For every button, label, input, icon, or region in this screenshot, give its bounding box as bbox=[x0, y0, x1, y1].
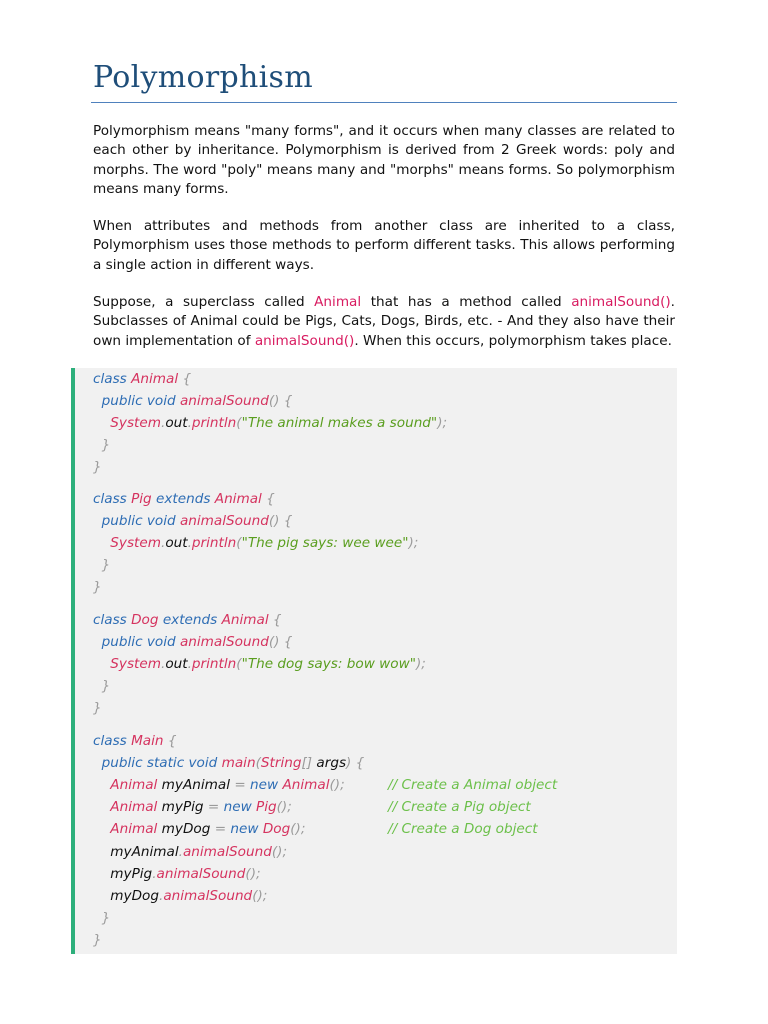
code-token: ); bbox=[437, 415, 448, 431]
code-line bbox=[93, 752, 364, 774]
code-token: (); bbox=[276, 799, 292, 815]
code-token: animalSound bbox=[163, 888, 253, 904]
code-token: . bbox=[187, 415, 192, 431]
paragraph-text: . When this occurs, polymorphism takes place. bbox=[354, 332, 672, 349]
code-token: class bbox=[93, 612, 132, 628]
code-token: public void bbox=[93, 513, 180, 529]
code-token: "The animal makes a sound" bbox=[241, 415, 438, 431]
code-line bbox=[93, 609, 282, 631]
code-token: out bbox=[165, 415, 188, 431]
code-token: println bbox=[191, 415, 237, 431]
code-token: = bbox=[234, 777, 251, 793]
code-token: String bbox=[260, 755, 302, 771]
code-token: Animal bbox=[93, 799, 162, 815]
code-token: Animal bbox=[93, 821, 162, 837]
paragraph-inheritance: When attributes and methods from another class are inherited to a class, Polymorphism uses those methods to perform different tasks. This allows performing a single action in different ways. bbox=[93, 218, 675, 273]
code-line bbox=[93, 532, 418, 554]
code-line bbox=[93, 863, 261, 885]
code-token: class bbox=[93, 491, 132, 507]
code-line bbox=[93, 576, 102, 598]
code-token: } bbox=[93, 579, 102, 595]
code-token: () { bbox=[268, 634, 293, 650]
code-token: ( bbox=[236, 656, 242, 672]
code-token: Dog bbox=[262, 821, 291, 837]
code-token: public void bbox=[93, 393, 180, 409]
code-token: } bbox=[93, 910, 111, 926]
code-line bbox=[93, 907, 110, 929]
code-token: System bbox=[93, 415, 161, 431]
code-token: } bbox=[93, 700, 102, 716]
code-token: ); bbox=[415, 656, 426, 672]
highlight-class-name: Animal bbox=[314, 294, 362, 310]
code-line bbox=[93, 818, 538, 840]
code-token: myDog bbox=[161, 821, 215, 837]
code-comment: // Create a Animal object bbox=[388, 777, 558, 793]
code-token: animalSound bbox=[156, 866, 246, 882]
code-token: () { bbox=[268, 513, 293, 529]
code-token: myAnimal bbox=[93, 844, 179, 860]
code-line bbox=[93, 929, 102, 951]
code-token: = bbox=[214, 821, 231, 837]
code-line bbox=[93, 510, 292, 532]
code-token: [] bbox=[301, 755, 317, 771]
code-token: "The dog says: bow wow" bbox=[241, 656, 416, 672]
code-line bbox=[93, 653, 426, 675]
code-line bbox=[93, 774, 558, 796]
code-token: out bbox=[165, 656, 188, 672]
code-token: class bbox=[93, 733, 132, 749]
paragraph-text: . Subclasses of Animal could be Pigs, Cats, Dogs, Birds, etc. - And they also have their own implementation of bbox=[93, 294, 675, 349]
code-token: animalSound bbox=[179, 393, 269, 409]
code-token: Dog bbox=[131, 612, 163, 628]
code-token: println bbox=[191, 535, 237, 551]
code-token: . bbox=[160, 415, 166, 431]
code-line bbox=[93, 434, 110, 456]
code-token: new bbox=[230, 821, 263, 837]
code-token: . bbox=[158, 888, 164, 904]
code-token: (); bbox=[252, 888, 268, 904]
code-token: new bbox=[223, 799, 257, 815]
code-token: { bbox=[178, 371, 192, 387]
code-line bbox=[93, 796, 531, 818]
code-line bbox=[93, 885, 267, 907]
code-line bbox=[93, 730, 177, 752]
code-token: animalSound bbox=[182, 844, 272, 860]
code-comment: // Create a Dog object bbox=[388, 821, 538, 837]
code-token: ); bbox=[408, 535, 419, 551]
code-token: out bbox=[165, 535, 188, 551]
code-token: ) { bbox=[346, 755, 365, 771]
code-token: (); bbox=[290, 821, 306, 837]
title-divider bbox=[91, 102, 677, 103]
code-token: animalSound bbox=[179, 634, 269, 650]
paragraph-intro: Polymorphism means "many forms", and it occurs when many classes are related to each other by inheritance. Polymorphism is derived from 2 Greek words: poly and morphs. The word "poly" means many and "morphs" means forms. So polymorphism means many forms. bbox=[93, 123, 675, 198]
code-token: Animal bbox=[282, 777, 330, 793]
code-token: . bbox=[187, 535, 192, 551]
code-line bbox=[93, 456, 102, 478]
code-token: myPig bbox=[161, 799, 208, 815]
paragraph-text: Suppose, a superclass called bbox=[93, 294, 315, 310]
highlight-method-name: animalSound() bbox=[254, 332, 355, 349]
page-title: Polymorphism bbox=[93, 60, 313, 95]
highlight-method-name: animalSound() bbox=[571, 294, 671, 310]
code-token: { bbox=[268, 612, 282, 628]
code-token: . bbox=[178, 844, 183, 860]
code-token: (); bbox=[329, 777, 345, 793]
code-token: . bbox=[187, 656, 192, 672]
code-token: System bbox=[93, 656, 161, 672]
code-token: System bbox=[93, 535, 161, 551]
code-token: } bbox=[93, 459, 102, 475]
code-token: println bbox=[191, 656, 237, 672]
code-token: = bbox=[207, 799, 224, 815]
code-token: . bbox=[160, 656, 166, 672]
code-token: ( bbox=[255, 755, 261, 771]
code-token: myAnimal bbox=[161, 777, 235, 793]
code-line bbox=[93, 390, 292, 412]
code-token: extends bbox=[162, 612, 222, 628]
code-token: "The pig says: wee wee" bbox=[241, 535, 409, 551]
code-line bbox=[93, 631, 292, 653]
code-token: Pig bbox=[131, 491, 157, 507]
code-token: (); bbox=[245, 866, 261, 882]
code-token: args bbox=[316, 755, 347, 771]
code-token: new bbox=[250, 777, 283, 793]
code-token: } bbox=[93, 557, 111, 573]
code-line bbox=[93, 554, 110, 576]
code-token: } bbox=[93, 932, 102, 948]
code-line bbox=[93, 841, 287, 863]
code-token: myPig bbox=[93, 866, 153, 882]
code-token: extends bbox=[156, 491, 215, 507]
code-line bbox=[93, 488, 275, 510]
code-token: ( bbox=[236, 535, 242, 551]
code-token: main bbox=[221, 755, 256, 771]
code-token: animalSound bbox=[179, 513, 269, 529]
code-token: ( bbox=[236, 415, 242, 431]
code-token: { bbox=[261, 491, 275, 507]
code-token: { bbox=[163, 733, 177, 749]
code-token: Main bbox=[131, 733, 164, 749]
code-token: public static void bbox=[93, 755, 222, 771]
code-token: () { bbox=[268, 393, 293, 409]
code-token: } bbox=[93, 678, 111, 694]
code-token: } bbox=[93, 437, 111, 453]
code-token: Animal bbox=[214, 491, 262, 507]
code-token: class bbox=[93, 371, 132, 387]
code-line bbox=[93, 368, 191, 390]
code-token: public void bbox=[93, 634, 180, 650]
code-token: . bbox=[160, 535, 166, 551]
code-token: Animal bbox=[93, 777, 162, 793]
code-token: . bbox=[152, 866, 157, 882]
code-token: Animal bbox=[221, 612, 269, 628]
paragraph-text: that has a method called bbox=[361, 294, 572, 310]
code-token: (); bbox=[271, 844, 288, 860]
code-token: myDog bbox=[93, 888, 159, 904]
code-line bbox=[93, 697, 102, 719]
code-line bbox=[93, 675, 110, 697]
paragraph-example bbox=[93, 293, 675, 351]
code-line bbox=[93, 412, 447, 434]
code-token: Pig bbox=[256, 799, 277, 815]
code-token: Animal bbox=[131, 371, 179, 387]
code-comment: // Create a Pig object bbox=[388, 799, 531, 815]
